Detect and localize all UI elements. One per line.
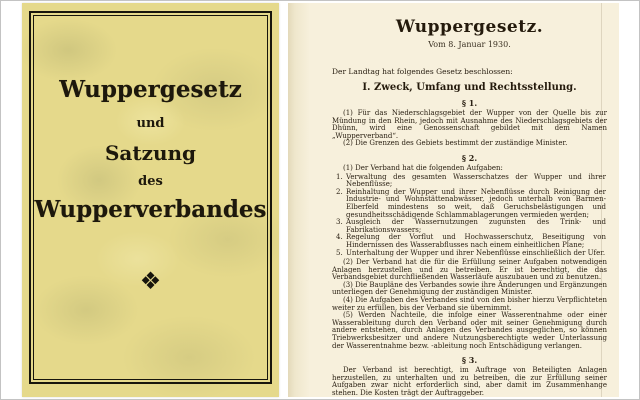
cover-title-satzung: Satzung xyxy=(104,141,197,165)
cover-title-wuppergesetz: Wuppergesetz xyxy=(59,76,242,103)
booklet-cover-page xyxy=(22,3,279,397)
list-item xyxy=(335,189,607,219)
section-3-paragraph: Der Verband ist berechtigt, im Auftrage von Beteiligten Anlagen herzustellen, zu unterhalten und zu betreiben, die zur Erfüllung seiner Aufgaben zwar nicht erforderlich sind, aber damit im Zusammenhange stehen. Die Kosten trägt der Auftraggeber. xyxy=(332,366,607,397)
section-2-paragraph-5: (5) Werden Nachteile, die infolge einer Wasserentnahme oder einer Wasserableitung durch den Verband oder mit seiner Genehmigung durch andere entstehen, durch Anlagen des Verbandes ausgeglichen, so können Triebwerksbesitzer und andere Nutzungsberechtigte weder Unterlassung der Wasserentnahme bezw. -ableitung noch Entschädigung verlangen. xyxy=(332,311,607,350)
list-item-text: Ausgleich der Wassernutzungen zugunsten des Trink- und Fabrikationswassers; xyxy=(346,218,606,234)
diamond-cluster-ornament-icon: ❖ xyxy=(139,267,162,295)
section-1-heading: § 1. xyxy=(461,98,478,108)
cover-connector-und: und xyxy=(136,116,165,131)
section-2-paragraph-3: (3) Die Baupläne des Verbandes sowie ihre Änderungen und Ergänzungen unterliegen der Genehmigung der zuständigen Minister. xyxy=(332,280,607,297)
list-item-number: 2. xyxy=(336,187,343,196)
cover-inner-border xyxy=(33,15,268,380)
duties-list xyxy=(335,174,607,258)
cover-outer-border xyxy=(29,11,272,384)
section-2-paragraph-2: (2) Der Verband hat die für die Erfüllung seiner Aufgaben notwendigen Anlagen herzustellen und zu betreiben. Er ist berechtigt, die das Verbandsgebiet durchfließenden Wasserläufe auszubauen und zu benutzen. xyxy=(332,258,607,282)
list-item-number: 1. xyxy=(336,172,343,181)
list-item-text: Regelung der Vorflut und Hochwasserschutz, Beseitigung von Hindernissen des Wasserabflusses nach einem einheitlichen Plane; xyxy=(346,233,606,249)
list-item xyxy=(335,219,607,234)
cover-title-wupperverbandes: Wupperverbandes xyxy=(34,196,267,223)
list-item-number: 4. xyxy=(336,233,343,242)
list-item-text: Unterhaltung der Wupper und ihrer Nebenflüsse einschließlich der Ufer. xyxy=(346,248,606,257)
chapter-heading: I. Zweck, Umfang und Rechtsstellung. xyxy=(362,82,577,93)
list-item xyxy=(335,174,607,189)
cover-connector-des: des xyxy=(138,174,163,189)
law-text-page xyxy=(288,3,619,397)
list-item xyxy=(335,250,607,258)
section-1-paragraph-2: (2) Die Grenzen des Gebiets bestimmt der zuständige Minister. xyxy=(343,139,568,148)
section-2-paragraph-4: (4) Die Aufgaben des Verbandes sind von den bisher hierzu Verpflichteten weiter zu erfüllen, bis der Verband sie übernimmt. xyxy=(332,296,607,312)
section-2-heading: § 2. xyxy=(461,152,478,163)
page-subtitle-date: Vom 8. Januar 1930. xyxy=(428,40,511,49)
page-title: Wuppergesetz. xyxy=(395,17,544,37)
section-1-paragraph-1: (1) Für das Niederschlagsgebiet der Wupper von der Quelle bis zur Mündung in den Rhein, jedoch mit Ausnahme des Niederschlagsgebiets der Dhünn, wird eine Genossenschaft gebildet mit dem Namen „Wupperverband“. xyxy=(332,109,607,140)
list-item-number: 5. xyxy=(336,248,343,257)
list-item-number: 3. xyxy=(336,218,343,227)
section-3-heading: § 3. xyxy=(461,355,478,366)
list-item-text: Verwaltung des gesamten Wasserschatzes der Wupper und ihrer Nebenflüsse; xyxy=(346,172,606,189)
section-2-intro: (1) Der Verband hat die folgenden Aufgaben: xyxy=(343,163,503,172)
list-item-text: Reinhaltung der Wupper und ihrer Nebenflüsse durch Reinigung der Industrie- und Wohnstättenabwässer, jedoch unterhalb von Barmen-Elberfeld mindestens so weit, daß Geruchsbelästigungen und gesundheitsschädigende Schlammablagerungen vermieden werden; xyxy=(346,187,606,219)
preamble-text: Der Landtag hat folgendes Gesetz beschlossen: xyxy=(332,67,513,76)
list-item xyxy=(335,234,607,249)
